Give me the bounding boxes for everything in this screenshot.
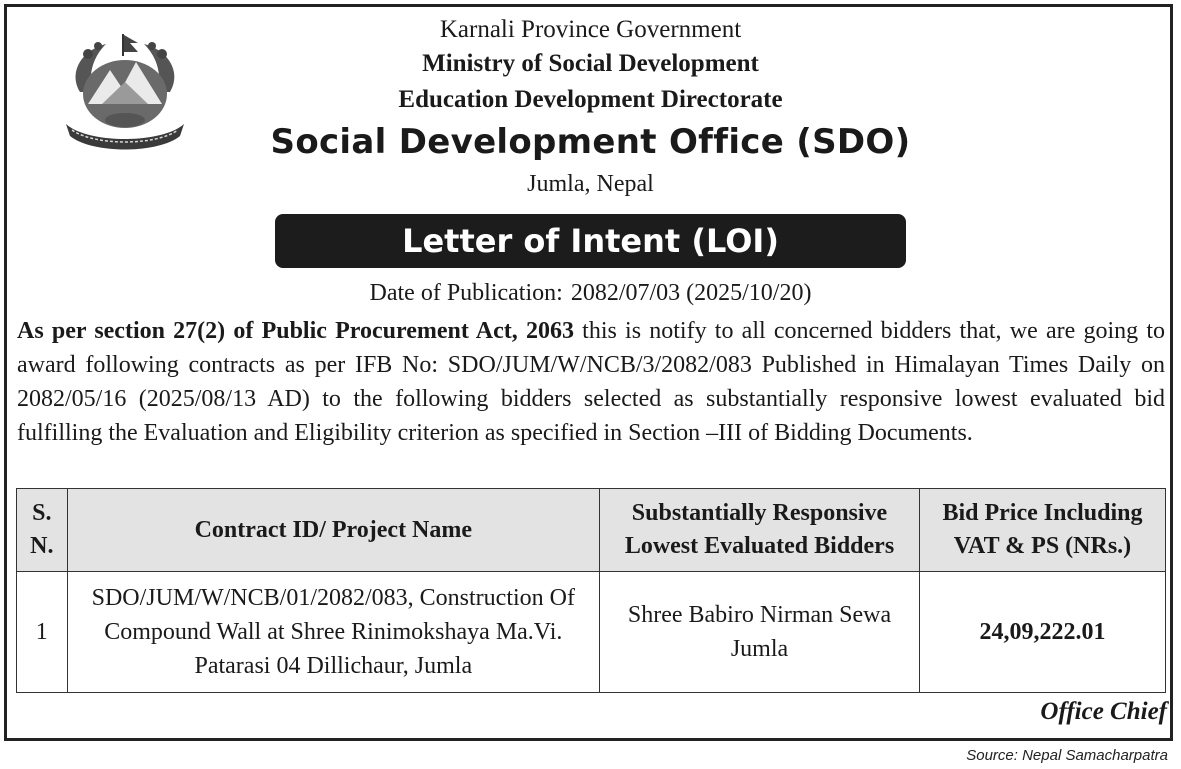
header-sn: S. N.	[17, 489, 68, 572]
ministry-name: Ministry of Social Development	[422, 50, 759, 77]
cell-bidder: Shree Babiro Nirman Sewa Jumla	[600, 572, 920, 693]
signatory: Office Chief	[1040, 698, 1167, 725]
cell-sn: 1	[17, 572, 68, 693]
cell-price: 24,09,222.01	[919, 572, 1165, 693]
government-name: Karnali Province Government	[439, 16, 742, 43]
cell-contract: SDO/JUM/W/NCB/01/2082/083, Construction Of Compound Wall at Shree Rinimokshaya Ma.Vi. Patarasi 04 Dillichaur, Jumla	[67, 572, 599, 693]
table-row	[17, 572, 1166, 693]
award-table	[16, 488, 1166, 693]
notice-body-text: this is notify to all concerned bidders that, we are going to award following contracts as per IFB No: SDO/JUM/W/NCB/3/2082/083 Published in Himalayan Times Daily on 2082/05/16 (2025/08/13 AD) to the following bidders selected as substantially responsive lowest evaluated bid fulfilling the Evaluation and Eligibility criterion as specified in Section –III of Bidding Documents.	[17, 318, 1165, 446]
publication-date-line	[0, 280, 1181, 307]
source-credit: Source: Nepal Samacharpatra	[966, 747, 1168, 764]
office-name: Social Development Office (SDO)	[270, 122, 911, 162]
directorate-name: Education Development Directorate	[398, 86, 783, 113]
publication-date-label: Date of Publication:	[369, 280, 563, 306]
header-contract: Contract ID/ Project Name	[67, 489, 599, 572]
publication-date-value: 2082/07/03 (2025/10/20)	[570, 280, 812, 306]
notice-body-lead: As per section 27(2) of Public Procurement Act, 2063	[17, 318, 574, 344]
award-table-header-row	[17, 489, 1166, 572]
notice-title-banner: Letter of Intent (LOI)	[275, 214, 906, 268]
header-bidder: Substantially Responsive Lowest Evaluated Bidders	[600, 489, 920, 572]
header-price: Bid Price Including VAT & PS (NRs.)	[919, 489, 1165, 572]
office-location: Jumla, Nepal	[527, 171, 654, 197]
notice-body	[17, 314, 1165, 450]
